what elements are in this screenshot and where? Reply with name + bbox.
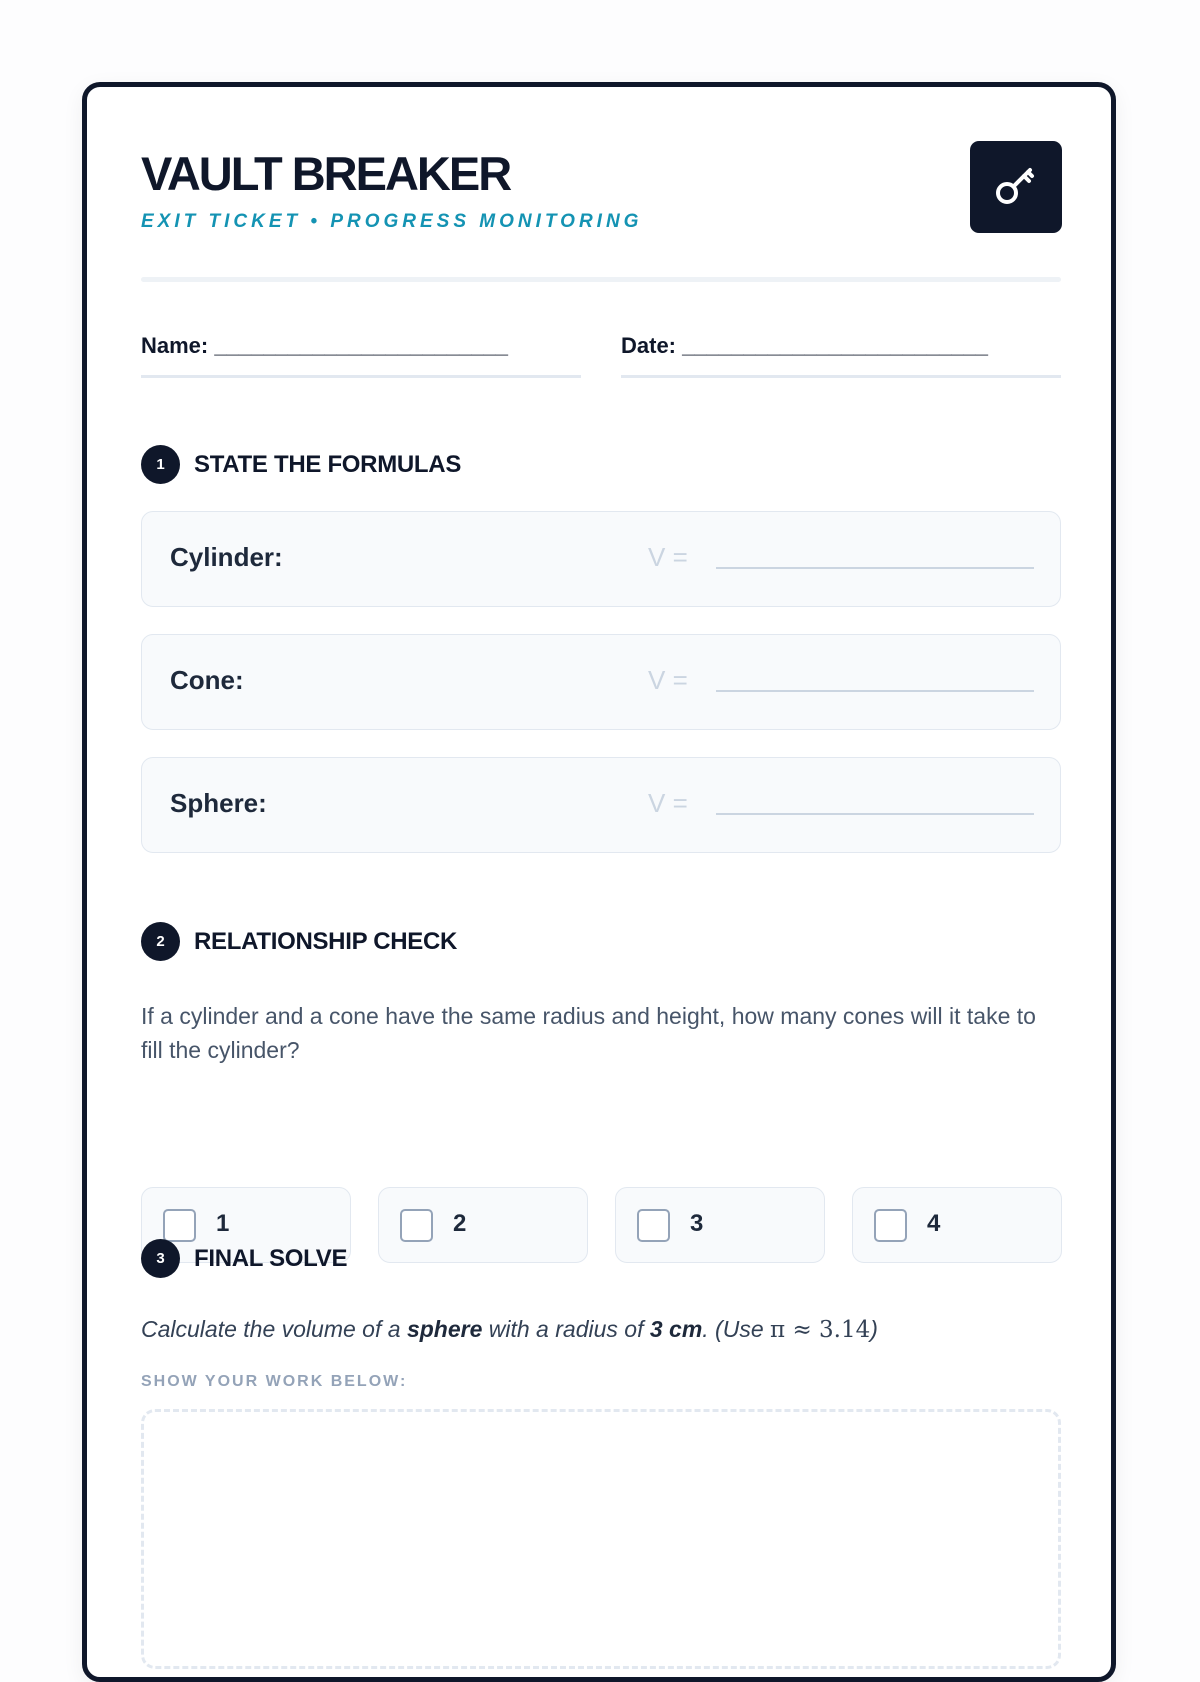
formula-answer-line[interactable] <box>716 567 1034 569</box>
section-1-header <box>141 445 461 484</box>
relationship-question: If a cylinder and a cone have the same radius and height, how many cones will it take to fill the cylinder? <box>141 1003 1036 1063</box>
date-field[interactable]: Date: _________________________ <box>621 333 1061 378</box>
checkbox[interactable] <box>874 1209 907 1242</box>
page-title: VAULT BREAKER <box>141 147 511 200</box>
choice-label: 3 <box>690 1210 704 1237</box>
section-title: FINAL SOLVE <box>194 1244 348 1272</box>
formula-row-cone <box>141 634 1061 730</box>
question-emphasis-radius: 3 cm <box>649 1316 703 1342</box>
section-number-badge: 2 <box>141 922 180 961</box>
formula-answer-line[interactable] <box>716 690 1034 692</box>
work-area-label: SHOW YOUR WORK BELOW: <box>141 1373 408 1390</box>
choice-label: 2 <box>453 1210 467 1237</box>
name-field[interactable]: Name: ________________________ <box>141 333 581 378</box>
choice-option[interactable] <box>852 1187 1062 1263</box>
section-3-header <box>141 1239 347 1278</box>
header-divider <box>141 277 1061 282</box>
checkbox[interactable] <box>400 1209 433 1242</box>
question-text: ) <box>870 1316 878 1342</box>
formula-row-sphere <box>141 757 1061 853</box>
formula-row-cylinder <box>141 511 1061 607</box>
final-solve-question <box>141 1316 878 1343</box>
choice-option[interactable] <box>378 1187 588 1263</box>
checkbox[interactable] <box>163 1209 196 1242</box>
formula-answer-line[interactable] <box>716 813 1034 815</box>
question-text: . (Use <box>702 1316 771 1342</box>
formula-label: Cone: <box>170 665 244 695</box>
page-subtitle: EXIT TICKET • PROGRESS MONITORING <box>141 211 643 232</box>
question-emphasis-shape: sphere <box>406 1316 483 1342</box>
formula-prefix: V = <box>648 788 688 818</box>
formula-prefix: V = <box>648 542 688 572</box>
work-area[interactable] <box>141 1409 1061 1669</box>
pi-approximation: π ≈ 3.14 <box>770 1317 871 1343</box>
section-title: STATE THE FORMULAS <box>194 450 462 478</box>
exit-ticket-card <box>82 82 1116 1682</box>
formula-prefix: V = <box>648 665 688 695</box>
formula-label: Sphere: <box>170 788 267 818</box>
choice-option[interactable] <box>615 1187 825 1263</box>
choice-label: 1 <box>216 1210 230 1237</box>
key-icon <box>990 159 1042 216</box>
section-number-badge: 3 <box>141 1239 180 1278</box>
section-title: RELATIONSHIP CHECK <box>194 927 458 955</box>
question-text: with a radius of <box>482 1316 650 1342</box>
choice-label: 4 <box>927 1210 941 1237</box>
question-text: Calculate the volume of a <box>141 1316 407 1342</box>
checkbox[interactable] <box>637 1209 670 1242</box>
section-number-badge: 1 <box>141 445 180 484</box>
formula-label: Cylinder: <box>170 542 283 572</box>
logo-badge <box>970 141 1062 233</box>
section-2-header <box>141 922 457 961</box>
